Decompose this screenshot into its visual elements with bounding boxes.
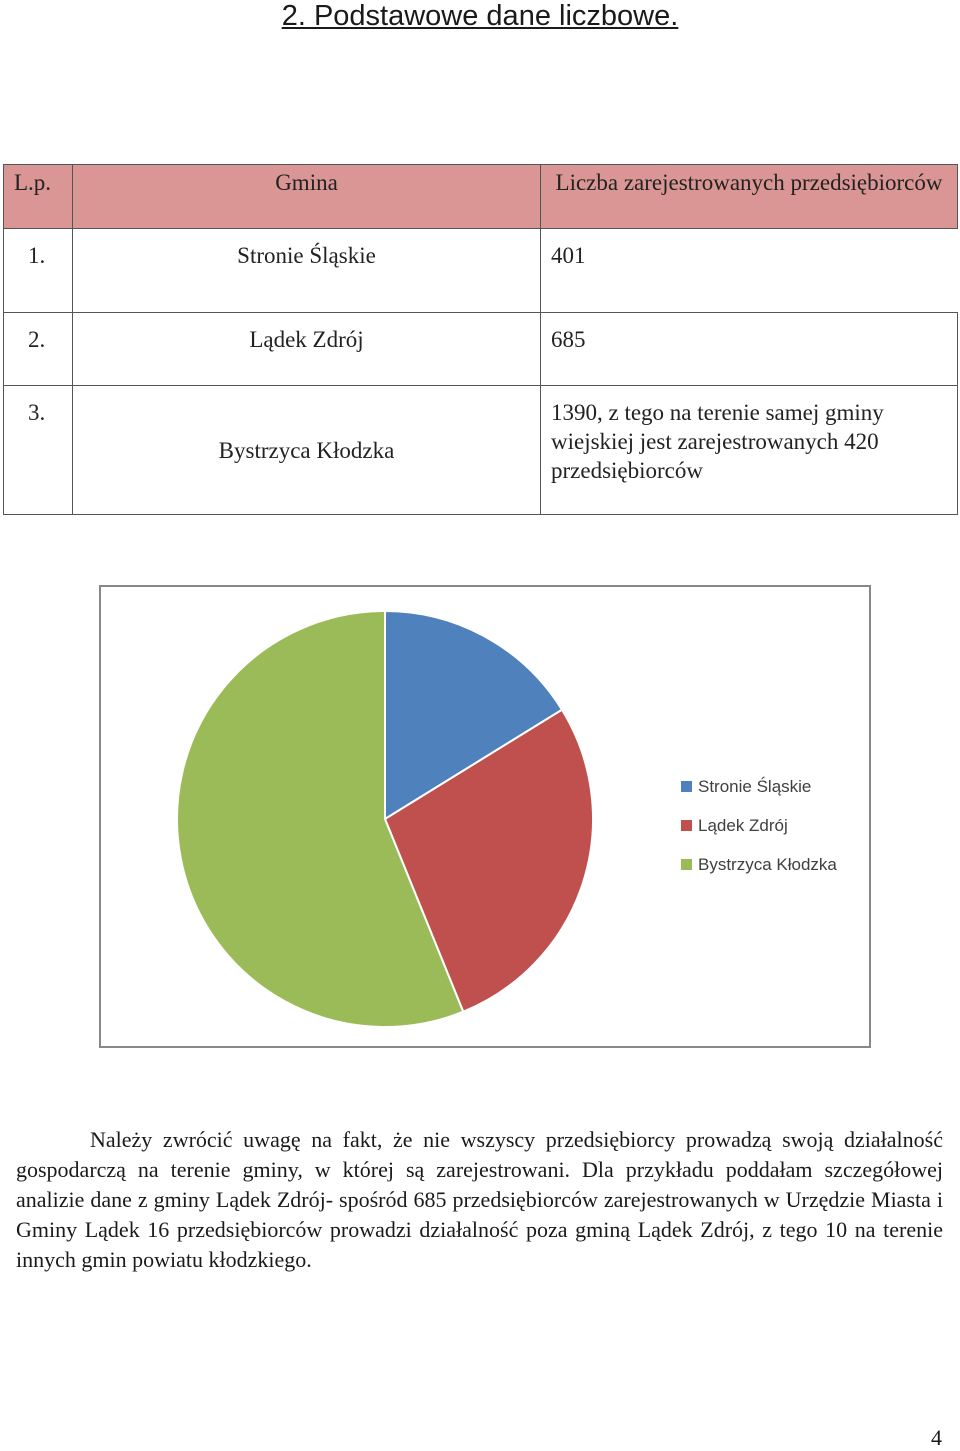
- header-lp: L.p.: [4, 165, 73, 229]
- row-gmina: Lądek Zdrój: [73, 313, 541, 386]
- legend-item: [681, 845, 837, 884]
- page-number: 4: [931, 1425, 942, 1450]
- entrepreneurs-table: [3, 164, 958, 515]
- pie-chart: [99, 585, 871, 1048]
- table-header-row: [4, 165, 958, 229]
- row-value: 401: [541, 229, 958, 313]
- legend-item: [681, 806, 837, 845]
- row-gmina: Stronie Śląskie: [73, 229, 541, 313]
- table-row: [4, 386, 958, 515]
- table-row: [4, 229, 958, 313]
- row-value: 685: [541, 313, 958, 386]
- legend-item: [681, 767, 837, 806]
- body-paragraph: Należy zwrócić uwagę na fakt, że nie wszyscy przedsiębiorcy prowadzą swoją działalność gospodarczą na terenie gminy, w której są zarejestrowani. Dla przykładu poddałam szczegółowej analizie dane z gminy Lądek Zdrój- spośród 685 przedsiębiorców zarejestrowanych w Urzędzie Miasta i Gminy Lądek 16 przedsiębiorców prowadzi działalność poza gminą Lądek Zdrój, z tego 10 na terenie innych gmin powiatu kłodzkiego.: [16, 1127, 943, 1272]
- header-liczba: Liczba zarejestrowanych przedsiębiorców: [541, 165, 958, 229]
- row-lp: 3.: [4, 386, 73, 515]
- row-value: 1390, z tego na terenie samej gminy wiejskiej jest zarejestrowanych 420 przedsiębiorców: [541, 386, 958, 515]
- legend-swatch: [681, 781, 692, 792]
- chart-legend: [681, 767, 837, 884]
- row-lp: 1.: [4, 229, 73, 313]
- header-gmina: Gmina: [73, 165, 541, 229]
- legend-label: Bystrzyca Kłodzka: [698, 854, 837, 874]
- legend-swatch: [681, 820, 692, 831]
- legend-label: Stronie Śląskie: [698, 776, 812, 796]
- row-gmina: Bystrzyca Kłodzka: [73, 386, 541, 515]
- section-heading: 2. Podstawowe dane liczbowe.: [281, 0, 679, 32]
- legend-label: Lądek Zdrój: [698, 815, 788, 835]
- legend-swatch: [681, 859, 692, 870]
- row-lp: 2.: [4, 313, 73, 386]
- table-row: [4, 313, 958, 386]
